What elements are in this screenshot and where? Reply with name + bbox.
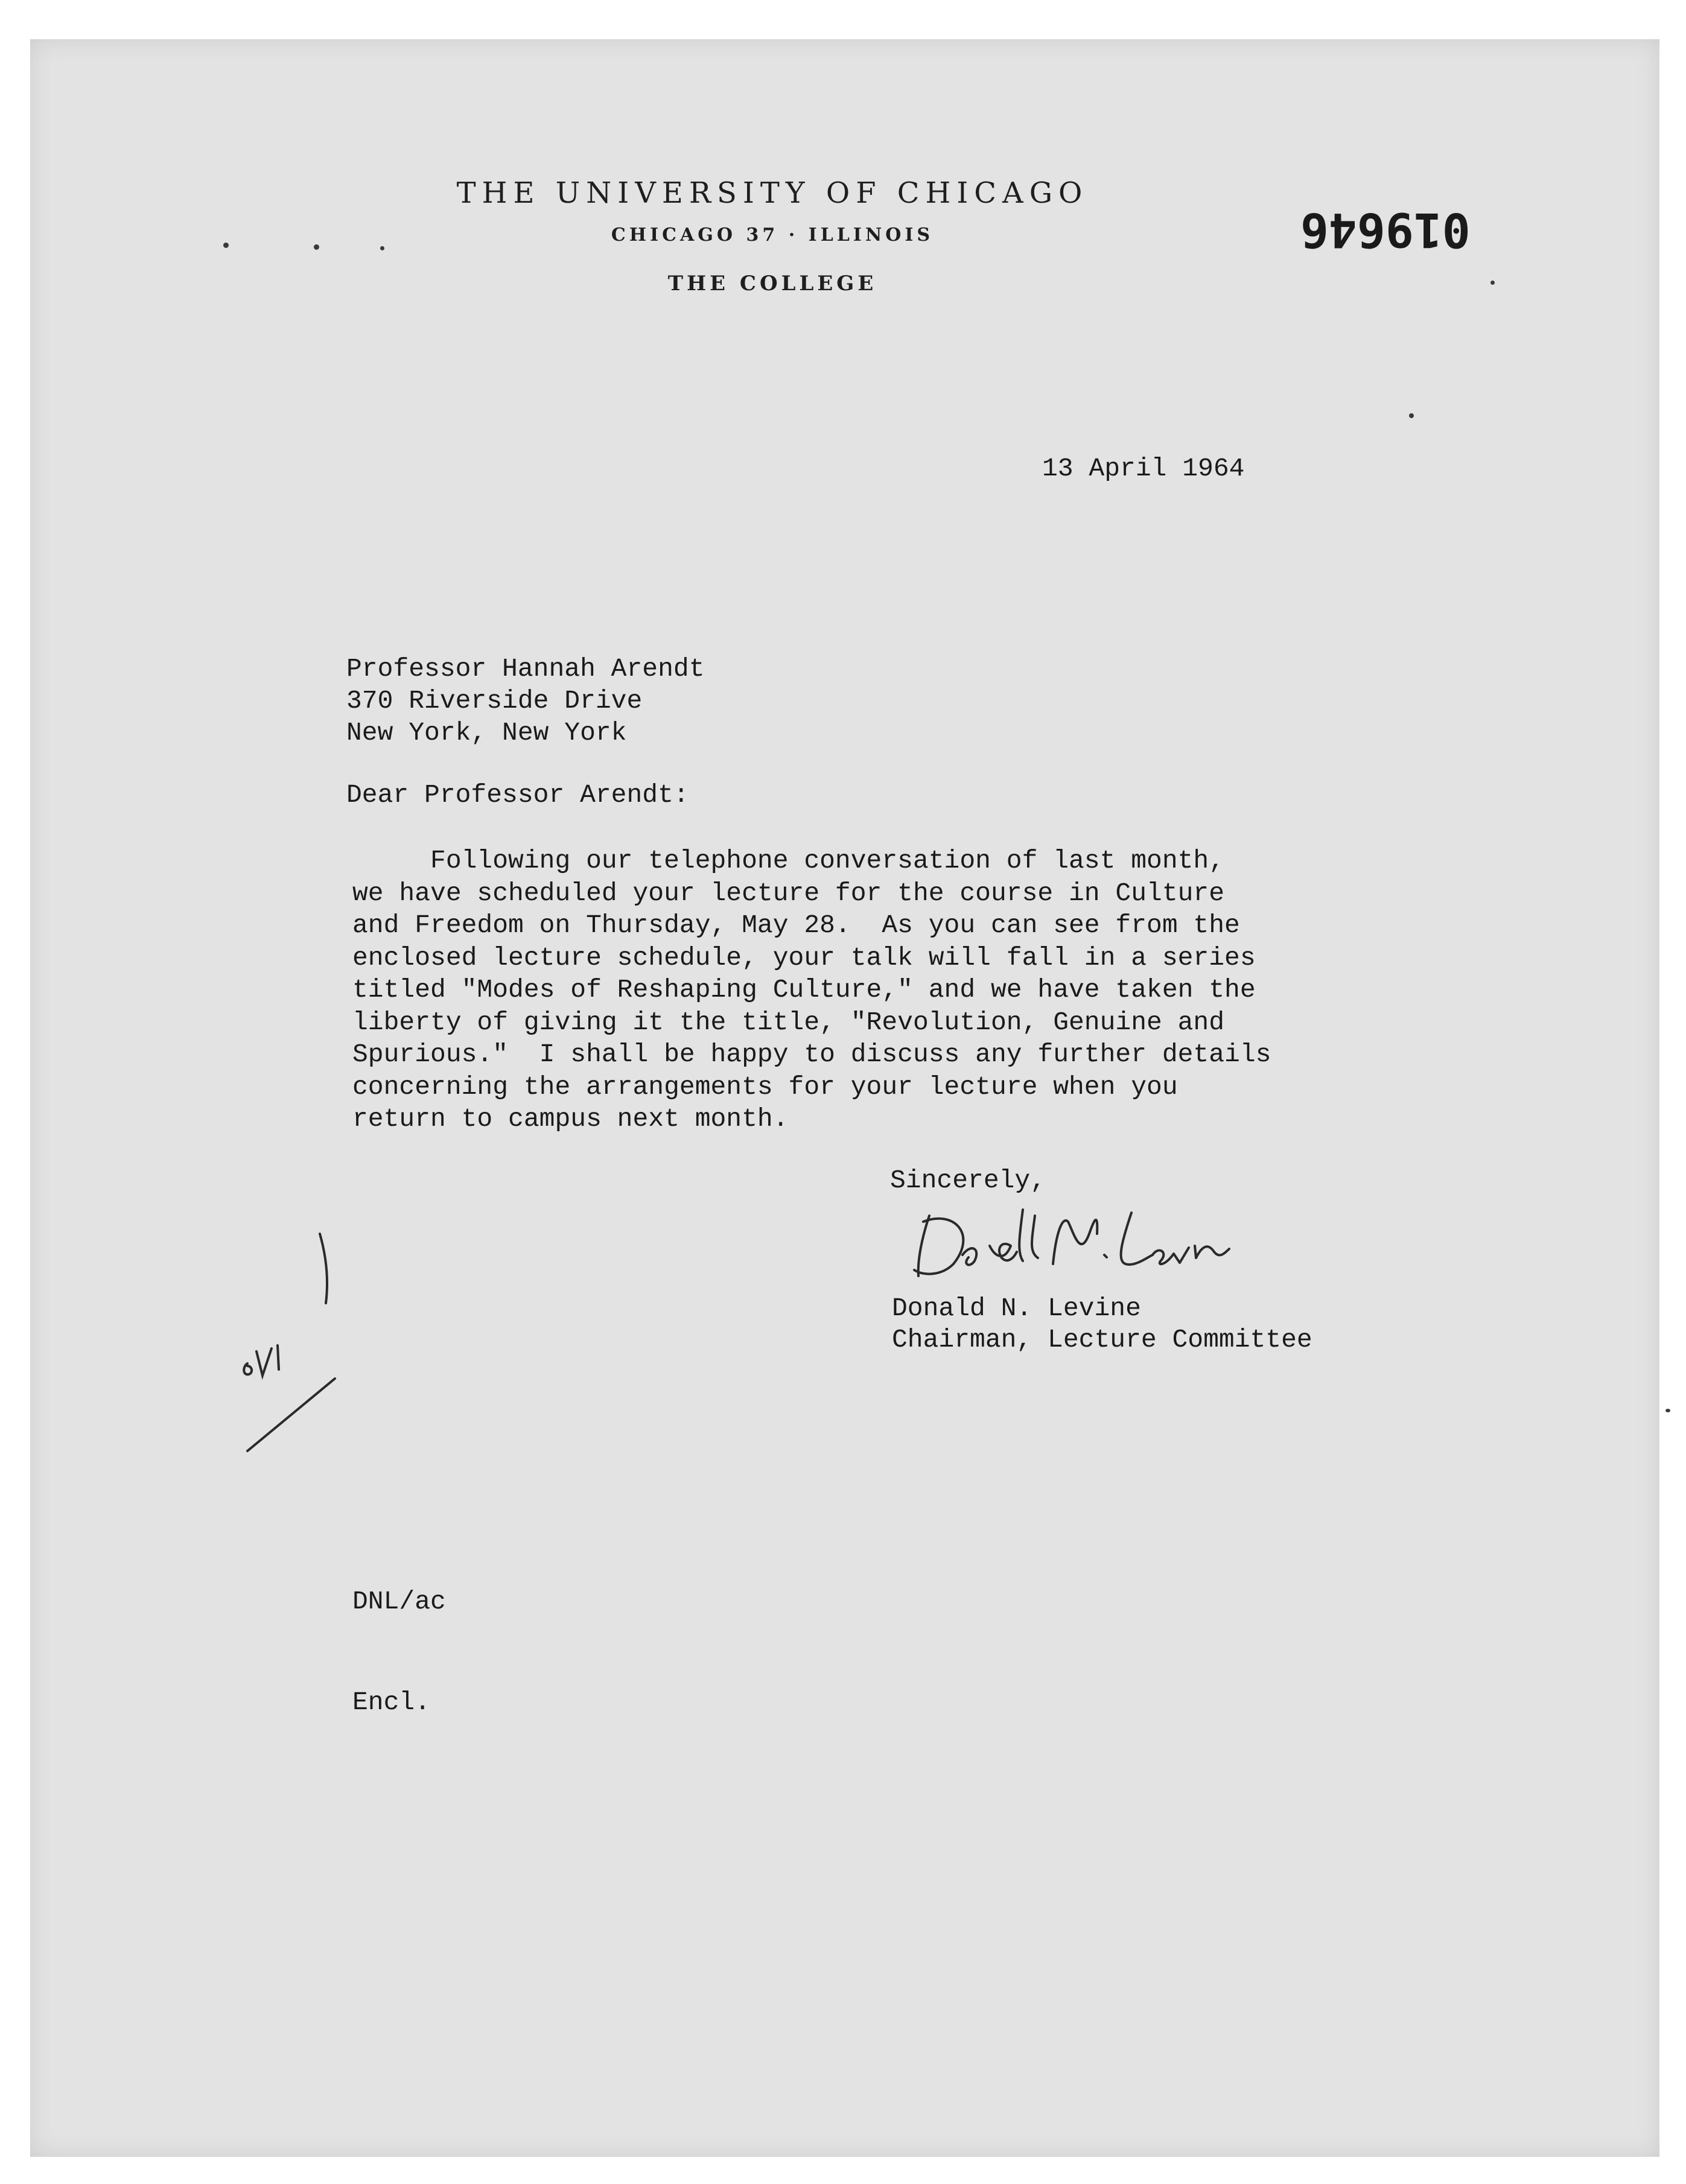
body-line: liberty of giving it the title, "Revolution, Genuine and (352, 1007, 1225, 1037)
recipient-name: Professor Hannah Arendt (346, 654, 705, 684)
paper-speck (1490, 281, 1495, 285)
signer-title: Chairman, Lecture Committee (892, 1325, 1312, 1354)
salutation: Dear Professor Arendt: (346, 780, 689, 810)
recipient-city: New York, New York (346, 718, 627, 748)
reference-initials: DNL/ac (352, 1587, 446, 1616)
body-line: Spurious." I shall be happy to discuss any further details (352, 1040, 1271, 1069)
signer-name: Donald N. Levine (892, 1294, 1141, 1323)
body-line: Following our telephone conversation of last month, (352, 846, 1225, 875)
letterhead-division: THE COLLEGE (667, 271, 877, 296)
body-line: enclosed lecture schedule, your talk will fall in a series (352, 942, 1256, 973)
recipient-street: 370 Riverside Drive (346, 686, 643, 716)
closing: Sincerely, (890, 1166, 1046, 1195)
recipient-address (346, 653, 705, 749)
letterhead-university: THE UNIVERSITY OF CHICAGO (456, 176, 1089, 210)
archive-stamp-number: 019646 (1300, 202, 1471, 256)
paper-speck (1409, 413, 1414, 418)
enclosure-notation: Encl. (352, 1687, 431, 1717)
letter-body (352, 845, 1271, 1135)
handwritten-margin-mark (229, 1231, 350, 1460)
letter-date: 13 April 1964 (1042, 454, 1245, 483)
paper-speck (223, 243, 229, 248)
paper-speck (314, 244, 319, 250)
body-line: return to campus next month. (352, 1104, 789, 1134)
handwritten-signature (905, 1198, 1243, 1288)
body-line: concerning the arrangements for your lecture when you (352, 1071, 1178, 1102)
paper-speck (380, 246, 384, 250)
signer-block (892, 1293, 1312, 1356)
paper-speck (1665, 1409, 1670, 1412)
letterhead-address: CHICAGO 37 · ILLINOIS (611, 224, 934, 246)
body-line: and Freedom on Thursday, May 28. As you can see from the (352, 910, 1240, 940)
body-line: titled "Modes of Reshaping Culture," and we have taken the (352, 975, 1256, 1005)
body-line: we have scheduled your lecture for the course in Culture (352, 878, 1225, 908)
